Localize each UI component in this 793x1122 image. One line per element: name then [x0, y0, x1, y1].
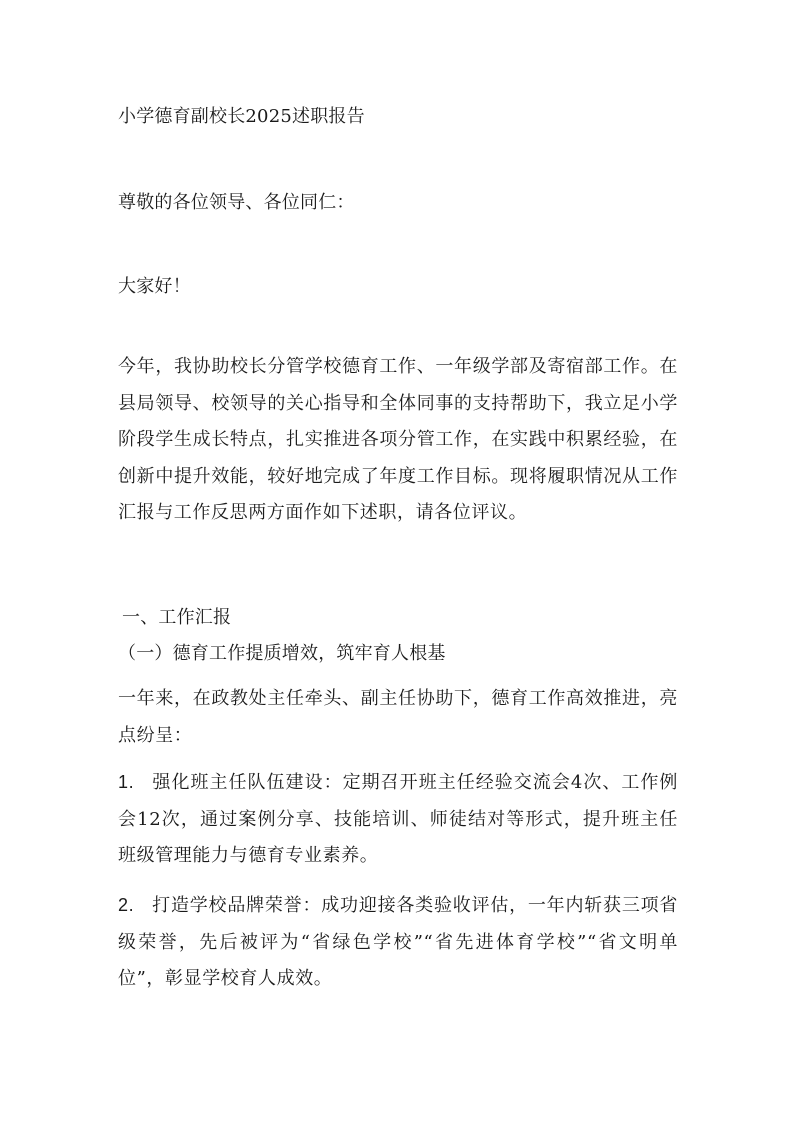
list-item-number: 2. [118, 895, 135, 915]
list-item-text: 强化班主任队伍建设：定期召开班主任经验交流会4次、工作例会12次，通过案例分享、技能培训、师徒结对等形式，提升班主任班级管理能力与德育专业素养。 [118, 772, 678, 866]
document-title: 小学德育副校长2025述职报告 [118, 106, 365, 127]
subsection-intro: 一年来，在政教处主任牵头、副主任协助下，德育工作高效推进，亮点纷呈： [118, 688, 678, 746]
salutation: 尊敬的各位领导、各位同仁： [118, 192, 355, 213]
subsection-heading: （一）德育工作提质增效，筑牢育人根基 [118, 643, 446, 664]
list-item-text: 打造学校品牌荣誉：成功迎接各类验收评估，一年内斩获三项省级荣誉，先后被评为“省绿色学校”“省先进体育学校”“省文明单位”，彰显学校育人成效。 [118, 895, 678, 989]
list-item [118, 764, 678, 875]
intro-paragraph: 今年，我协助校长分管学校德育工作、一年级学部及寄宿部工作。在县局领导、校领导的关心指导和全体同事的支持帮助下，我立足小学阶段学生成长特点，扎实推进各项分管工作，在实践中积累经验，在创新中提升效能，较好地完成了年度工作目标。现将履职情况从工作汇报与工作反思两方面作如下述职，请各位评议。 [118, 356, 678, 523]
section-heading: 一、工作汇报 [122, 607, 232, 628]
greeting: 大家好！ [118, 276, 191, 297]
list-item [118, 887, 678, 998]
list-item-number: 1. [118, 772, 135, 792]
